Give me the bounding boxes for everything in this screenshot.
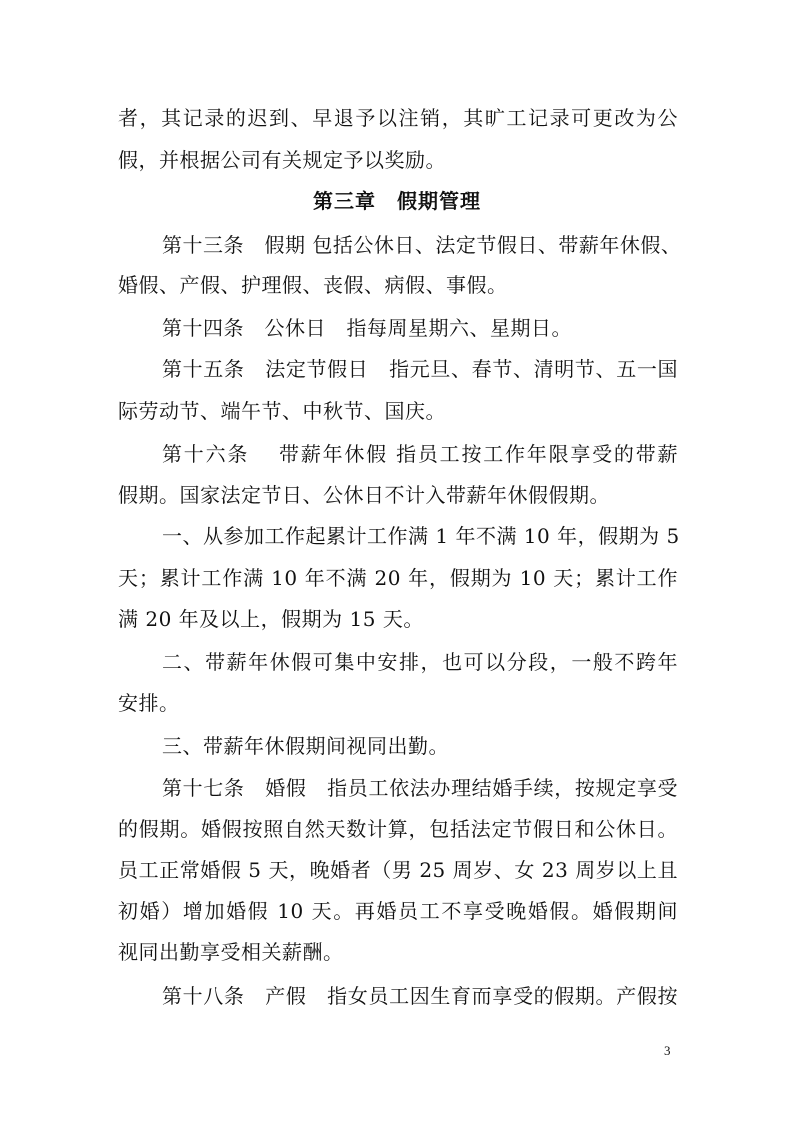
clause-three-line: 三、带薪年休假期间视同出勤。	[162, 734, 449, 758]
paragraph-line: 假期。国家法定节日、公休日不计入带薪年休假假期。	[118, 483, 610, 507]
paragraph-line: 婚假、产假、护理假、丧假、病假、事假。	[118, 273, 508, 297]
paragraph-line: 际劳动节、端午节、中秋节、国庆。	[118, 399, 446, 423]
paragraph-line: 天；累计工作满 10 年不满 20 年，假期为 10 天；累计工作	[118, 566, 678, 590]
paragraph-line: 员工正常婚假 5 天，晚婚者（男 25 周岁、女 23 周岁以上且	[118, 858, 678, 882]
paragraph-line: 假，并根据公司有关规定予以奖励。	[118, 148, 446, 172]
article-14-line: 第十四条 公休日 指每周星期六、星期日。	[162, 316, 572, 340]
article-16-line: 第十六条 带薪年休假 指员工按工作年限享受的带薪	[162, 442, 678, 466]
paragraph-line: 初婚）增加婚假 10 天。再婚员工不享受晚婚假。婚假期间	[118, 899, 678, 923]
article-18-line: 第十八条 产假 指女员工因生育而享受的假期。产假按	[162, 984, 678, 1008]
clause-two-line: 二、带薪年休假可集中安排，也可以分段，一般不跨年	[162, 650, 678, 674]
article-13-line: 第十三条 假期 包括公休日、法定节假日、带薪年休假、	[162, 233, 682, 257]
clause-one-line: 一、从参加工作起累计工作满 1 年不满 10 年，假期为 5	[162, 524, 680, 548]
article-17-line: 第十七条 婚假 指员工依法办理结婚手续，按规定享受	[162, 776, 678, 800]
paragraph-line: 者，其记录的迟到、早退予以注销，其旷工记录可更改为公	[118, 106, 678, 130]
paragraph-line: 视同出勤享受相关薪酬。	[118, 940, 344, 964]
page-number: 3	[664, 1043, 671, 1058]
paragraph-line: 的假期。婚假按照自然天数计算，包括法定节假日和公休日。	[118, 817, 678, 841]
paragraph-line: 满 20 年及以上，假期为 15 天。	[118, 607, 424, 631]
chapter-heading: 第三章 假期管理	[313, 189, 481, 213]
article-15-line: 第十五条 法定节假日 指元旦、春节、清明节、五一国	[162, 357, 678, 381]
paragraph-line: 安排。	[118, 691, 180, 715]
